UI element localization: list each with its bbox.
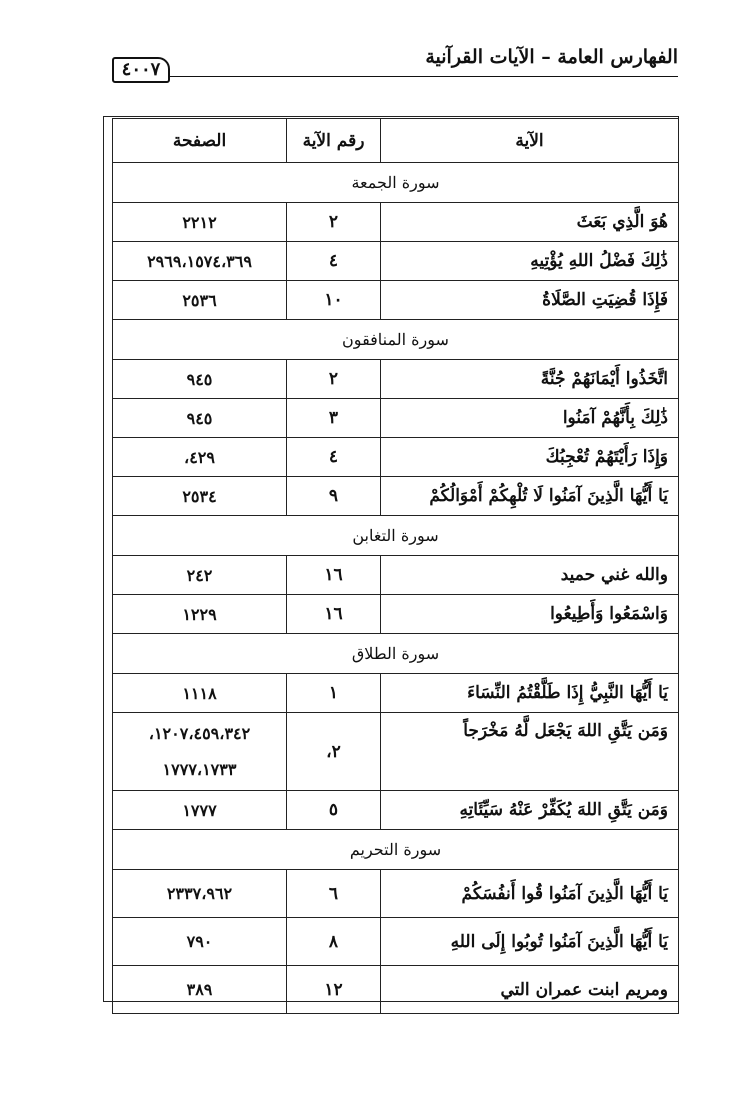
table-row: [113, 595, 679, 634]
verse-number-cell: ٥: [287, 791, 381, 830]
page-cell: ٢٩٦٩،١٥٧٤،٣٦٩: [113, 242, 287, 281]
page-cell: ٢٤٢: [113, 556, 287, 595]
table-row: [113, 556, 679, 595]
page-cell: [113, 713, 287, 791]
verse-cell: وَإِذَا رَأَيْتَهُمْ تُعْجِبُكَ: [381, 438, 679, 477]
verse-cell: اتَّخَذُوا أَيْمَانَهُمْ جُنَّةً: [381, 360, 679, 399]
table-row: [113, 870, 679, 918]
verse-cell: هُوَ الَّذِي بَعَثَ: [381, 203, 679, 242]
verse-number-cell: ٤: [287, 438, 381, 477]
surah-heading-row: [113, 830, 679, 870]
page-line: ١٧٧٧،١٧٣٣: [162, 759, 237, 779]
page-cell: ١٢٢٩: [113, 595, 287, 634]
surah-heading-row: [113, 516, 679, 556]
header-rule: [170, 76, 678, 77]
verse-number-cell: ٦: [287, 870, 381, 918]
table-row: [113, 281, 679, 320]
table-row: [113, 713, 679, 791]
page-cell: ٤٢٩،: [113, 438, 287, 477]
verse-number-cell: ٢: [287, 203, 381, 242]
verse-number-cell: ٨: [287, 918, 381, 966]
page-cell: ٩٤٥: [113, 399, 287, 438]
surah-title: سورة الجمعة: [113, 163, 679, 203]
verse-cell: يَا أَيُّهَا الَّذِينَ آمَنُوا تُوبُوا إِلَى اللهِ: [381, 918, 679, 966]
table-row: [113, 438, 679, 477]
page-line: ١٢٠٧،٤٥٩،٣٤٢،: [148, 723, 251, 743]
verse-cell: وَمَن يَتَّقِ اللهَ يُكَفِّرْ عَنْهُ سَيِّئَاتِهِ: [381, 791, 679, 830]
table-row: [113, 360, 679, 399]
column-header-verse-number: رقم الآية: [287, 119, 381, 163]
page-cell: ٢٥٣٦: [113, 281, 287, 320]
running-title: الفهارس العامة – الآيات القرآنية: [425, 46, 678, 68]
verse-number-cell: ٢: [287, 360, 381, 399]
table-row: [113, 477, 679, 516]
verse-cell: يَا أَيُّهَا النَّبِيُّ إِذَا طَلَّقْتُمُ النِّسَاءَ: [381, 674, 679, 713]
surah-title: سورة الطلاق: [113, 634, 679, 674]
page-cell: ٣٨٩: [113, 966, 287, 1014]
column-header-page: الصفحة: [113, 119, 287, 163]
verse-cell: ومريم ابنت عمران التي: [381, 966, 679, 1014]
verse-number-cell: ٣: [287, 399, 381, 438]
table-row: [113, 966, 679, 1014]
verse-number-cell: ٩: [287, 477, 381, 516]
surah-heading-row: [113, 320, 679, 360]
table-header-row: [113, 119, 679, 163]
surah-title: سورة التحريم: [113, 830, 679, 870]
page-cell: ١١١٨: [113, 674, 287, 713]
page-cell: ٧٩٠: [113, 918, 287, 966]
verse-number-cell: ٢،: [287, 713, 381, 791]
table-row: [113, 674, 679, 713]
page-cell: ٩٤٥: [113, 360, 287, 399]
verse-number-cell: ١٢: [287, 966, 381, 1014]
surah-title: سورة التغابن: [113, 516, 679, 556]
verse-number-cell: ١٠: [287, 281, 381, 320]
verse-cell: فَإِذَا قُضِيَتِ الصَّلَاةُ: [381, 281, 679, 320]
table-row: [113, 203, 679, 242]
page-cell: ٢٣٣٧،٩٦٢: [113, 870, 287, 918]
surah-heading-row: [113, 163, 679, 203]
verse-cell: يَا أَيُّهَا الَّذِينَ آمَنُوا لَا تُلْهِكُمْ أَمْوَالُكُمْ: [381, 477, 679, 516]
surah-heading-row: [113, 634, 679, 674]
table-row: [113, 399, 679, 438]
page-header: [112, 42, 678, 88]
table-row: [113, 918, 679, 966]
page-cell: ١٧٧٧: [113, 791, 287, 830]
verse-number-cell: ١٦: [287, 595, 381, 634]
verse-number-cell: ١: [287, 674, 381, 713]
verse-cell: وَاسْمَعُوا وَأَطِيعُوا: [381, 595, 679, 634]
verse-cell: والله غني حميد: [381, 556, 679, 595]
verse-index-table: [112, 118, 679, 1014]
verse-number-cell: ١٦: [287, 556, 381, 595]
surah-title: سورة المنافقون: [113, 320, 679, 360]
page-number-badge: ٤٠٠٧: [112, 57, 170, 83]
verse-cell: ذَٰلِكَ فَضْلُ اللهِ يُؤْتِيهِ: [381, 242, 679, 281]
verse-number-cell: ٤: [287, 242, 381, 281]
column-header-verse: الآية: [381, 119, 679, 163]
verse-cell: ذَٰلِكَ بِأَنَّهُمْ آمَنُوا: [381, 399, 679, 438]
verse-cell: يَا أَيُّهَا الَّذِينَ آمَنُوا قُوا أَنفُسَكُمْ: [381, 870, 679, 918]
page-cell: ٢٢١٢: [113, 203, 287, 242]
verse-cell: وَمَن يَتَّقِ اللهَ يَجْعَل لَّهُ مَخْرَجاً: [381, 713, 679, 791]
table-row: [113, 791, 679, 830]
table-row: [113, 242, 679, 281]
page-cell: ٢٥٣٤: [113, 477, 287, 516]
